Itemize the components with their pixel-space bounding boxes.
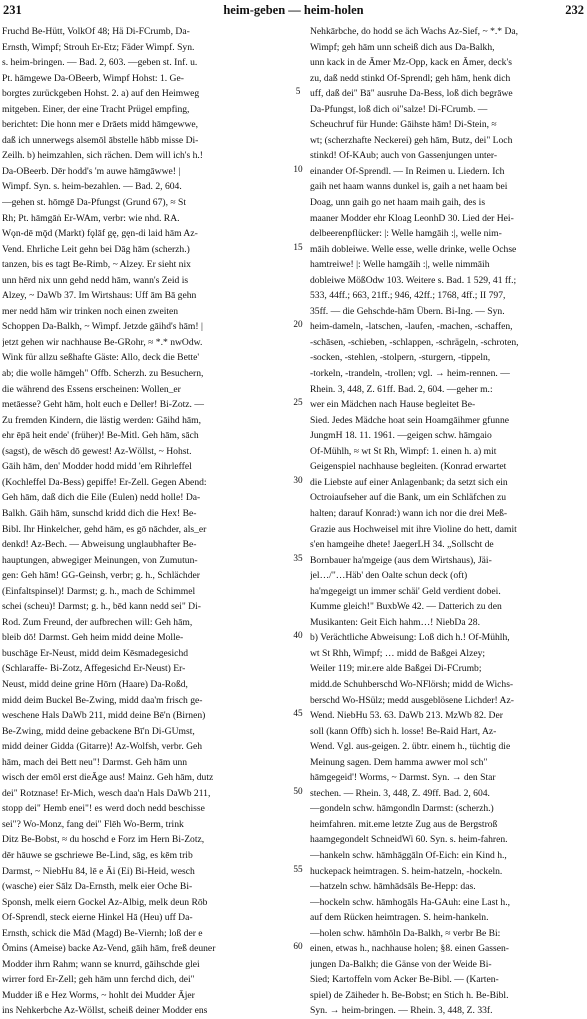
text-line: hām, mach dei Bett neu"! Darmst. Geh hām unn [2,756,188,768]
text-line: berschd Wo-HSülz; medd ausgeblösene Lichder! Az- [310,694,514,706]
text-line: dei" Rotznase! Er-Mich, wesch daa'n Hals DaWb 211, [2,787,211,799]
line-number: 10 [293,163,303,174]
text-line: Ōmins (Ameise) backe Az-Vend, gāih hām, freß deuner [2,943,216,955]
text-line: unn hērd nix unn gehd nedd hām, wann's Zeid is [2,274,189,286]
text-line: huckepack heimtragen. S. heim-hatzeln, -hockeln. [310,865,503,877]
text-line: Wink für allzu seßhafte Gäste: Allo, deck die Bette' [2,352,200,364]
text-line: Rod. Zum Freund, der aufbrechen will: Geh hām, [2,616,193,628]
text-line: dēr hāuwe se gschriewe Be-Lind, sāg, es kēm trib [2,849,193,861]
text-line: wirrer ford Er-Zell; geh hām unn ferchd dich, dei" [2,974,195,986]
text-line: Rh; Pt. hāmgāṅ Er-WAm, verbr: wie nhd. RA. [2,212,180,224]
text-line: jel…/"…Häb' den Oalte schun deck (oft) [310,570,468,582]
line-number: 55 [293,863,303,874]
text-line: metāesse? Geht hām, holt euch e Deller! Bi-Zotz. — [2,399,204,411]
text-line: mer nedd hām wir trinken noch einen zweiten [2,305,179,317]
text-line: Neust, midd deine grine Hōrn (Haare) Da-Roßd, [2,678,188,690]
text-line: Zu fremden Kindern, die lästig werden: Gāihd hām, [2,414,202,426]
text-line: Be-Zwing, midd deine gebackene Bī'n Di-GUmst, [2,725,195,737]
text-line: zu, daß nedd stinkd Of-Sprendl; geh hām, henk dich [310,72,511,84]
line-number: 35 [293,552,303,563]
page-number-left: 231 [3,3,22,17]
text-line: wt; (scherzhafte Neckerei) geh hām, Butz, dei" Loch [310,134,513,146]
text-line: unn kack in de Āmer Mz-Opp, kack en Āmer, deck's [310,57,512,69]
text-line: borgtes zurückgeben Hohst. 2. a) auf den Heimweg [2,88,200,100]
text-line: einen, etwas h., nachhause holen; §8. einen Gassen- [310,943,510,955]
line-number: 15 [293,241,303,252]
text-line: Bornbauer ha'mgeige (aus dem Wirtshaus), Jäi- [310,554,492,566]
text-line: Of-Sprendl, steck eierne Hinkel Hā (Heu) uff Da- [2,912,193,924]
text-line: ins Nehkerbche Az-Wöllst, scheiß deiner Modder ens [2,1005,208,1017]
text-line: Mudder iß e Hez Worms, ~ hohlt dei Mudder Ājer [2,989,195,1001]
page-number-right: 232 [565,3,584,17]
text-line: berichtet: Die honn mer e Drāets midd hāmgewwe, [2,119,199,131]
running-title: heim-geben — heim-holen [223,3,364,17]
text-line: hauptungen, abwegiger Meinungen, von Zumutun- [2,554,198,566]
line-number: 40 [293,630,303,641]
text-line: midd deim Buckel Be-Zwing, midd daa'm frisch ge- [2,694,203,706]
text-line: Wǫn-dē mǭd (Markt) fǫlāf gę, gęn-di laid hām Az- [2,228,198,240]
text-line: schei (scheu)! Darmst; g. h., bēd kann nedd sei" Di- [2,601,201,613]
text-line: —gehen st. hōmgē Da-Pfungst (Grund 67), ≈ St [2,197,187,209]
text-line: Ernsth, Wimpf; Strouh Er-Etz; Fäder Wimpf. Syn. [2,41,195,53]
text-line: Nehkārbche, do hodd se äch Wachs Az-Sief, ~ *.* Da, [310,26,519,37]
text-line: JungmH 18. 11. 1961. —geigen schw. hāmgaio [310,430,492,442]
text-line: Octroiaufseher auf die Bank, um ein Schläfchen zu [310,492,507,504]
line-number: 20 [293,319,303,330]
text-line: Scheuchruf für Hunde: Gāihste hām! Di-Stein, ≈ [310,119,497,131]
text-line: Alzey, ~ DaWb 37. Im Wirtshaus: Uff ām Bā gehn [2,290,197,302]
text-line: Gāih hām, den' Modder hodd midd 'em Rihrleffel [2,461,192,473]
text-line: Darmst, ~ NiebHu 84, lē e Āi (Ei) Bi-Heid, wesch [2,865,195,877]
text-line: Ditz Be-Bobst, ≈ du hoschd e Forz im Hern Bi-Zotz, [2,834,205,846]
text-line: Zeilh. b) heimzahlen, sich rächen. Dem will ich's h.! [2,150,204,162]
text-line: heim-dameln, -latschen, -laufen, -machen, -schaffen, [310,321,513,333]
text-line: —hatzeln schw. hāmhādsāls Be-Hepp: das. [310,881,476,893]
text-line: wisch der emōl erst dieĀge aus! Mainz. Geh hām, dutz [2,772,214,784]
text-line: Syn. → heim-bringen. — Rhein. 3, 448, Z. 33f. [310,1005,493,1017]
text-line: tanzen, bis es tagt Be-Rimb, ~ Alzey. Er sieht nix [2,259,191,271]
text-line: Schoppen Da-Balkh, ~ Wimpf. Jetzde gāihd's hām! | [2,321,203,333]
text-line: Balkh. Gāih hām, sunschd kridd dich die Hex! Be- [2,507,197,519]
text-line: uff, daß dei" Bā" ausruhe Da-Bess, loß dich begrāwe [310,88,513,100]
right-column [310,24,586,1019]
text-line: Wend. Vgl. aus-geigen. 2. übtr. einem h., tüchtig die [310,741,511,753]
text-line: (wasche) eier Sālz Da-Ernsth, melk eier Oche Bi- [2,881,193,893]
text-line: hāmgegeid'! Worms, ~ Darmst. Syn. → den Star [310,772,496,784]
text-line: s'en hamgeihe dhete! JaegerLH 34. „Sollscht de [310,539,494,551]
text-line: stinkd! Of-KAub; auch von Gassenjungen unter- [310,150,498,162]
text-line: midd deiner Gidda (Gitarre)! Az-Wolfsh, verbr. Geh [2,741,203,753]
text-line: stopp dei" Hemb enei"! es werd doch nedd beschisse [2,803,205,815]
text-line: wer ein Mädchen nach Hause begleitet Be- [310,399,476,411]
text-line: (Schlaraffe- Bi-Zotz, Affegesichd Er-Neust) Er- [2,663,186,675]
text-line: Fruchd Be-Hütt, VolkOf 48; Hä Di-FCrumb, Da- [2,26,190,37]
line-number: 5 [295,86,301,97]
text-line: auf dem Rücken heimtragen. S. heim-hankeln. [310,912,489,924]
text-line: delbeerenpflücker: |: Welle hamgāih :|, welle nim- [310,228,502,240]
text-line: Meinung sagen. Dem hamma awwer mol sch" [310,756,488,768]
text-line: Rhein. 3, 448, Z. 61ff. Bad. 2, 604. —geher m.: [310,383,493,395]
text-line: bleib dō! Darmst. Geh heim midd deine Molle- [2,632,184,644]
text-line: heimfahren. mit.eme letzte Zug aus de Bergstroß [310,818,498,830]
text-line: die Liebste auf einer Anlagenbank; da setzt sich ein [310,476,508,488]
text-line: —gondeln schw. hāmgondln Darmst: (scherzh.) [310,803,494,815]
text-line: Wimpf; geh hām unn scheiß dich aus Da-Balkh, [310,41,495,53]
text-line: hamtreiwe! |: Welle hamgāih :|, welle nimmāih [310,259,490,271]
text-line: halten; darauf Konrad:) wann ich nor die drei Meß- [310,507,508,519]
text-line: Da-OBeerb. Dēr hodd's 'm auwe hāmgāwwe! | [2,165,181,177]
text-line: stechen. — Rhein. 3, 448, Z. 49ff. Bad. 2, 604. [310,787,490,799]
text-line: 35ff. — die Gehschde-hām Übern. Bi-Ing. — Syn. [310,305,505,317]
line-number: 45 [293,708,303,719]
text-line: einander Of-Sprendl. — In Reimen u. Liedern. Ich [310,165,505,177]
text-line: ab; die wolle hāmgeh" Offb. Scherzh. zu Besuchern, [2,368,204,380]
text-line: Wend. NiebHu 53. 63. DaWb 213. MzWb 82. Der [310,710,503,722]
text-line: Wimpf. Syn. s. heim-bezahlen. — Bad. 2, 604. [2,181,182,193]
text-line: Da-Pfungst, loß dich oi"salze! Di-FCrumb. — [310,103,488,115]
text-line: ehr ēpā heit ende' (früher)! Be-Mitl. Geh hām, sāch [2,430,199,442]
text-line: —hankeln schw. hāmhāggāln Of-Eich: ein Kind h., [310,849,507,861]
text-line: 533, 44ff.; 663, 21ff.; 946, 42ff.; 1768, 4ff.; II 797, [310,290,506,302]
text-line: mitgeben. Einer, der eine Tracht Prügel empfing, [2,103,190,115]
text-line: gen: Geh hām! GG-Geinsh, verbr; g. h., Schlächder [2,570,200,582]
text-line: buschāge Er-Neust, midd deim Kēsmadegesichd [2,647,189,659]
left-column [2,24,287,1019]
text-line: (sagst), de wēsch dō gewest! Az-Wöllst, ~ Hohst. [2,445,192,457]
text-line: -socken, -stehlen, -stolpern, -sturgern, -tippeln, [310,352,491,364]
text-line: spiel) de Zāiheder h. Be-Bobst; en Stich h. Be-Bibl. [310,989,509,1001]
text-line: -torkeln, -trandeln, -trollen; vgl. → heim-rennen. — [310,368,510,380]
text-line: Kumme gleich!" BuxbWe 42. — Datterich zu den [310,601,502,613]
text-line: die während des Essens erscheinen: Wollen_er [2,383,181,395]
text-line: Sponsh, melk eiern Gockel Az-Albig, melk deun Rōb [2,896,208,908]
text-line: —hockeln schw. hāmhogāls Ha-GAuh: eine Last h., [310,896,510,908]
text-line: Sied. Jedes Mädche hoat sein Hoamgāihmer gfunne [310,414,510,426]
text-line: s. heim-bringen. — Bad. 2, 603. —geben st. Inf. u. [2,57,198,69]
text-line: midd.de Schuhberschd Wo-NFlörsh; midd de Wichs- [310,678,514,690]
text-line: māih dobleiwe. Welle esse, welle drinke, welle Ochse [310,243,517,255]
text-line: jungen Da-Balkh; die Gänse von der Weide Bi- [310,958,492,970]
line-number: 50 [293,785,303,796]
text-line: Sied; Kartoffeln vom Acker Be-Bibl. — (Karten- [310,974,499,986]
text-line: jetzt gehen wir nachhause Be-GRohr, ≈ *.* nwOdw. [2,336,203,348]
page-header [0,3,587,21]
line-number: 30 [293,474,303,485]
text-line: gaih net haam wanns dunkel is, gaih a net haam bei [310,181,508,193]
text-line: Pt. hāmgewe Da-OBeerb, Wimpf Hohst: 1. Ge- [2,72,184,84]
text-line: (Einfaltspinsel)! Darmst; g. h., mach de Schimmel [2,585,196,597]
text-line: Geigenspiel nachhause begleiten. (Konrad erwartet [310,461,507,473]
text-line: maaner Modder ehr Kloag LeonhD 30. Lied der Hei- [310,212,514,224]
text-line: -schāsen, -schieben, -schlappen, -schrägeln, -schroten, [310,336,519,348]
text-line: (Kochleffel Da-Bess) gepiffe! Er-Zell. Gegen Abend: [2,476,207,488]
text-line: Modder ihrn Rahm; wann se knurrd, gāihschde glei [2,958,200,970]
text-line: weschene Hals DaWb 211, midd deine Bē'n (Birnen) [2,710,206,722]
line-number: 60 [293,941,303,952]
text-line: wt St Rhh, Wimpf; … midd de Baßgei Alzey; [310,647,486,659]
text-line: Grazie aus Hochweisel mit ihre Violine do hett, damit [310,523,517,535]
text-line: Of-Mühlh, ≈ wt St Rh, Wimpf: 1. einen h. a) mit [310,445,497,457]
text-line: b) Verächtliche Abweisung: Loß dich h.! Of-Mühlh, [310,632,510,644]
text-line: sei"? Wo-Monz, fang dei" Flēh Wo-Berm, trink [2,818,184,830]
text-line: daß ich unnerwegs alsemōl ābstelle hābb misse Di- [2,134,199,146]
text-line: ha'mgegeigt un immer schäi' Geld verdient dobei. [310,585,501,597]
text-line: Musikanten: Geit Eich hahm…! NiebDa 28. [310,616,480,628]
text-line: Ernsth, schick die Mād (Magd) Be-Viernh; loß der e [2,927,203,939]
text-line: —holen schw. hāmhōln Da-Balkh, ≈ verbr Be Bi: [310,927,501,939]
text-line: Doag, unn gaih go net haam maih gaih, des is [310,197,486,209]
text-line: Bibl. Ihr Hinkelcher, gehd hām, es gō nāchder, als_er [2,523,207,535]
text-line: Weiler 119; mir.ere alde Baßgei Di-FCrumb; [310,663,482,675]
text-line: Geh hām, daß dich die Eile (Eulen) nedd holle! Da- [2,492,201,504]
line-number: 25 [293,397,303,408]
text-line: dobleiwe MößOdw 103. Weitere s. Bad. 1 529, 41 ff.; [310,274,517,286]
text-line: Vend. Ehrliche Leit gehn bei Dāg hām (scherzh.) [2,243,190,255]
text-line: denkd! Az-Bech. — Abweisung unglaubhafter Be- [2,539,197,551]
text-line: soll (kann Offb) sich h. losse! Be-Raid Hart, Az- [310,725,497,737]
text-line: haamgegondelt SchneidWi 60. Syn. s. heim-fahren. [310,834,508,846]
